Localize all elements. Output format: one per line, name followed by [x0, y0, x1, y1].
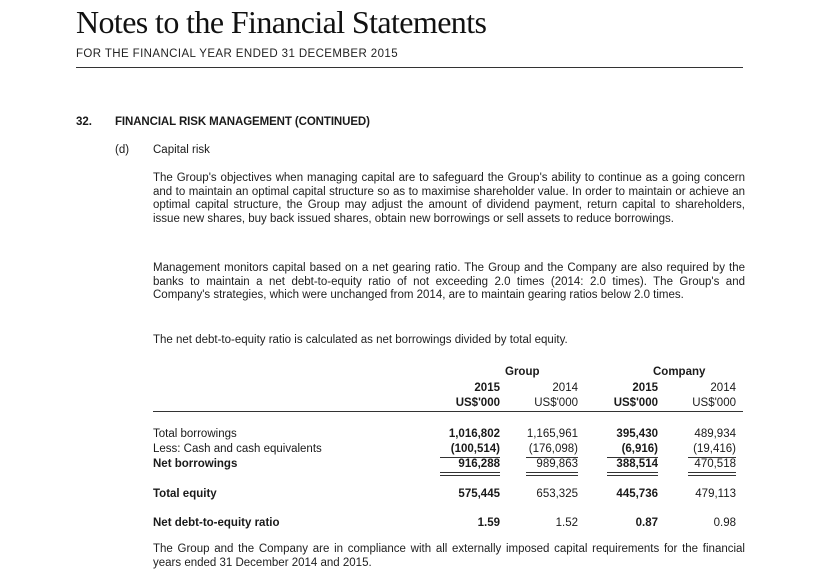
table-cell: 489,934	[694, 428, 736, 440]
table-cell: 989,863	[536, 458, 578, 470]
table-cell: 1,016,802	[448, 428, 500, 440]
table-cell: (19,416)	[693, 443, 736, 455]
total-double-rule	[688, 472, 736, 476]
total-double-rule	[526, 472, 578, 476]
table-cell: 1.59	[477, 517, 500, 529]
paragraph-monitoring: Management monitors capital based on a net gearing ratio. The Group and the Company are also required by the banks to maintain a net debt-to-equity ratio of not exceeding 2.0 times (2014: 2.0 times). The Group's and Company's strategies, which were unchanged from 2014, are to maintain gearing ratios below 2.0 times.	[153, 262, 745, 302]
row-label-total-borrowings: Total borrowings	[153, 428, 237, 440]
paragraph-ratio-definition: The net debt-to-equity ratio is calculated as net borrowings divided by total equity.	[153, 334, 568, 346]
column-unit-group-2014: US$'000	[534, 397, 578, 409]
table-cell: (6,916)	[621, 443, 658, 455]
table-cell: 1.52	[555, 517, 578, 529]
subsection-label: (d)	[115, 144, 130, 156]
column-unit-company-2014: US$'000	[692, 397, 736, 409]
table-cell: 916,288	[458, 458, 500, 470]
row-label-total-equity: Total equity	[153, 488, 217, 500]
column-year-group-2015: 2015	[474, 382, 500, 394]
table-cell: (176,098)	[528, 443, 578, 455]
table-cell: 395,430	[616, 428, 658, 440]
table-cell: 470,518	[694, 458, 736, 470]
total-double-rule	[440, 472, 500, 476]
column-group-header-company: Company	[653, 366, 706, 378]
table-cell: 479,113	[695, 488, 736, 500]
row-label-cash-equivalents: Less: Cash and cash equivalents	[153, 443, 322, 455]
table-cell: 0.98	[713, 517, 736, 529]
table-cell: 575,445	[458, 488, 500, 500]
table-cell: 1,165,961	[526, 428, 578, 440]
table-header-rule	[153, 411, 743, 412]
subsection-title: Capital risk	[153, 144, 210, 156]
table-cell: 653,325	[536, 488, 578, 500]
column-year-group-2014: 2014	[552, 382, 578, 394]
table-cell: 445,736	[616, 488, 658, 500]
page-title: Notes to the Financial Statements	[76, 4, 487, 40]
section-title: FINANCIAL RISK MANAGEMENT (CONTINUED)	[115, 116, 370, 128]
table-cell: 388,514	[616, 458, 658, 470]
column-year-company-2015: 2015	[632, 382, 658, 394]
page-subtitle: FOR THE FINANCIAL YEAR ENDED 31 DECEMBER 2015	[76, 48, 398, 60]
row-label-net-borrowings: Net borrowings	[153, 458, 238, 470]
section-number: 32.	[76, 116, 92, 128]
paragraph-compliance: The Group and the Company are in compliance with all externally imposed capital requirements for the financial years ended 31 December 2014 and 2015.	[153, 543, 745, 569]
column-unit-company-2015: US$'000	[613, 397, 658, 409]
paragraph-objectives: The Group's objectives when managing capital are to safeguard the Group's ability to continue as a going concern and to maintain an optimal capital structure so as to maximise shareholder value. In order to maintain or achieve an optimal capital structure, the Group may adjust the amount of dividend payment, return capital to shareholders, issue new shares, buy back issued shares, obtain new borrowings or sell assets to reduce borrowings.	[153, 172, 745, 225]
table-cell: (100,514)	[450, 443, 500, 455]
column-group-header-group: Group	[505, 366, 540, 378]
row-label-net-debt-to-equity: Net debt-to-equity ratio	[153, 517, 280, 529]
column-unit-group-2015: US$'000	[455, 397, 500, 409]
column-year-company-2014: 2014	[710, 382, 736, 394]
total-double-rule	[607, 472, 658, 476]
header-divider	[76, 67, 743, 68]
table-cell: 0.87	[635, 517, 658, 529]
